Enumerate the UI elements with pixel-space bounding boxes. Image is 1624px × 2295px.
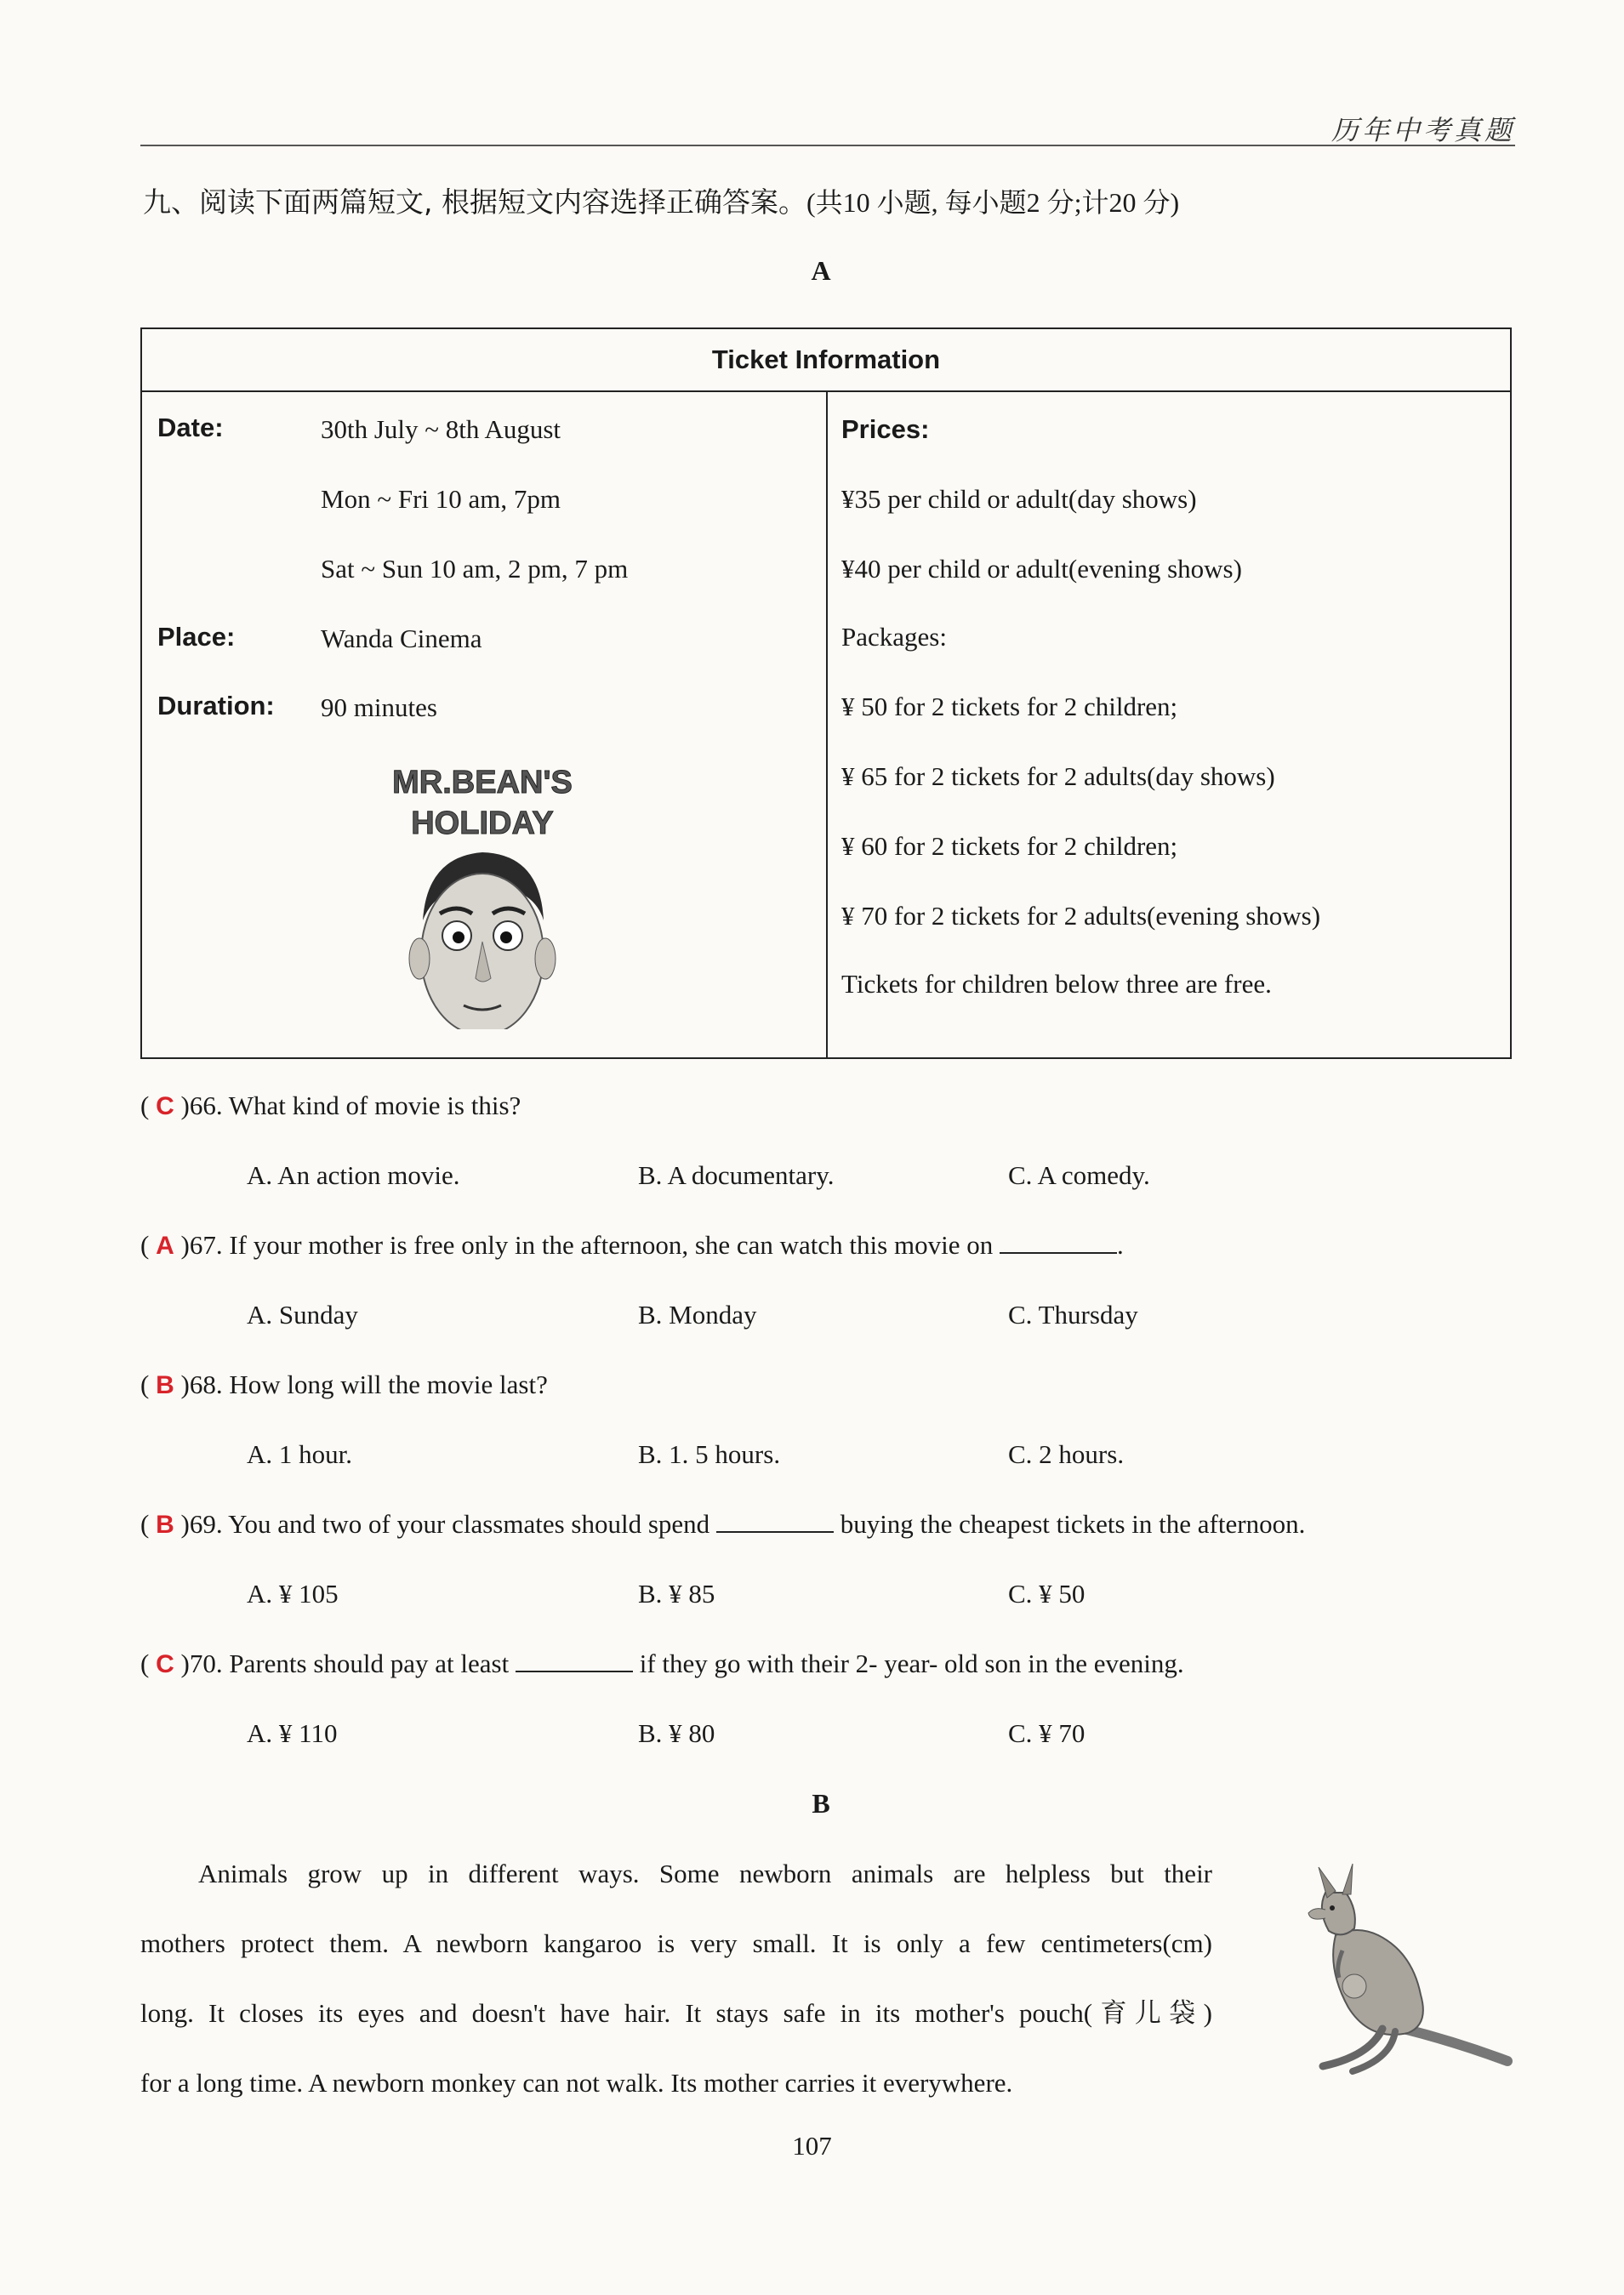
option-b: B. A documentary.: [638, 1160, 835, 1190]
question-67: ( A )67. If your mother is free only in the afternoon, she can watch this movie on .: [140, 1230, 1124, 1260]
movie-poster: [389, 759, 576, 1039]
option-c: C. A comedy.: [1008, 1160, 1150, 1190]
section-score: (共10 小题, 每小题2 分;计20 分): [806, 187, 1180, 218]
kangaroo-illustration: [1276, 1859, 1514, 2080]
question-66: ( C )66. What kind of movie is this?: [140, 1091, 521, 1120]
package-item: ¥ 70 for 2 tickets for 2 adults(evening shows): [841, 901, 1321, 931]
place-value: Wanda Cinema: [321, 624, 482, 653]
question-69: ( B )69. You and two of your classmates should spend buying the cheapest tickets in the afternoon.: [140, 1509, 1306, 1539]
option-c: C. ¥ 50: [1008, 1579, 1086, 1609]
question-70: ( C )70. Parents should pay at least if they go with their 2- year- old son in the evening.: [140, 1649, 1184, 1678]
package-item: ¥ 65 for 2 tickets for 2 adults(day shows): [841, 761, 1275, 791]
date-line: Sat ~ Sun 10 am, 2 pm, 7 pm: [321, 554, 629, 584]
question-68: ( B )68. How long will the movie last?: [140, 1370, 548, 1399]
question-stem: )68. How long will the movie last?: [180, 1370, 548, 1399]
passage-b-text: [140, 1839, 1212, 2118]
duration-value: 90 minutes: [321, 692, 437, 722]
passage-line: long. It closes its eyes and doesn't have hair. It stays safe in its mother's pouch(育儿袋): [140, 1998, 1212, 2028]
section-instruction: 九、阅读下面两篇短文, 根据短文内容选择正确答案。: [143, 185, 806, 219]
date-line: Mon ~ Fri 10 am, 7pm: [321, 484, 561, 514]
package-item: ¥ 60 for 2 tickets for 2 children;: [841, 831, 1178, 861]
question-stem-end: .: [1116, 1230, 1124, 1260]
answer-mark: B: [156, 1511, 174, 1539]
prices-label: Prices:: [841, 414, 930, 444]
page-number: 107: [792, 2131, 832, 2161]
price-item: ¥40 per child or adult(evening shows): [841, 554, 1242, 584]
mr-bean-face-icon: [389, 759, 576, 1039]
answer-blank: [516, 1649, 633, 1672]
date-label: Date:: [157, 413, 224, 442]
passage-line: for a long time. A newborn monkey can not walk. Its mother carries it everywhere.: [140, 2068, 1013, 2098]
question-stem-end: if they go with their 2- year- old son in the evening.: [639, 1649, 1184, 1678]
price-item: ¥35 per child or adult(day shows): [841, 484, 1197, 514]
passage-line: Animals grow up in different ways. Some newborn animals are helpless but their: [198, 1859, 1212, 1888]
ticket-title: Ticket Information: [142, 329, 1510, 392]
option-a: A. 1 hour.: [247, 1439, 352, 1469]
passage-line: mothers protect them. A newborn kangaroo is very small. It is only a few centimeters(cm): [140, 1928, 1212, 1958]
section-title: [143, 180, 1179, 220]
option-c: C. 2 hours.: [1008, 1439, 1125, 1469]
option-b: B. ¥ 85: [638, 1579, 715, 1609]
option-c: C. ¥ 70: [1008, 1718, 1086, 1748]
option-a: A. ¥ 110: [247, 1718, 338, 1748]
option-a: A. Sunday: [247, 1300, 358, 1330]
passage-b-letter: B: [812, 1788, 830, 1819]
option-c: C. Thursday: [1008, 1300, 1138, 1330]
header-rule: [140, 145, 1515, 146]
option-b: B. Monday: [638, 1300, 757, 1330]
question-stem: )69. You and two of your classmates should spend: [180, 1509, 710, 1539]
option-b: B. 1. 5 hours.: [638, 1439, 781, 1469]
option-a: A. An action movie.: [247, 1160, 460, 1190]
date-line: 30th July ~ 8th August: [321, 414, 561, 444]
place-label: Place:: [157, 622, 236, 652]
answer-blank: [1000, 1230, 1117, 1254]
answer-blank: [716, 1509, 834, 1533]
passage-a-letter: A: [811, 255, 831, 286]
kangaroo-icon: [1276, 1859, 1514, 2080]
ticket-table: [140, 327, 1512, 1059]
answer-mark: B: [156, 1371, 174, 1399]
answer-mark: C: [156, 1092, 174, 1120]
question-stem: )70. Parents should pay at least: [180, 1649, 510, 1678]
question-stem: )67. If your mother is free only in the afternoon, she can watch this movie on: [180, 1230, 994, 1260]
question-stem: )66. What kind of movie is this?: [180, 1091, 521, 1120]
option-b: B. ¥ 80: [638, 1718, 715, 1748]
poster-title-line2: HOLIDAY: [411, 806, 554, 841]
answer-mark: C: [156, 1650, 174, 1678]
packages-label: Packages:: [841, 622, 947, 652]
poster-title-line1: MR.BEAN'S: [392, 765, 573, 800]
header-tag: 历年中考真题: [1331, 115, 1515, 145]
package-item: ¥ 50 for 2 tickets for 2 children;: [841, 692, 1178, 721]
answer-mark: A: [156, 1232, 174, 1260]
question-stem-end: buying the cheapest tickets in the afternoon.: [840, 1509, 1306, 1539]
ticket-note: Tickets for children below three are free.: [841, 969, 1272, 999]
duration-label: Duration:: [157, 691, 275, 720]
ticket-divider: [826, 390, 828, 1057]
option-a: A. ¥ 105: [247, 1579, 339, 1609]
